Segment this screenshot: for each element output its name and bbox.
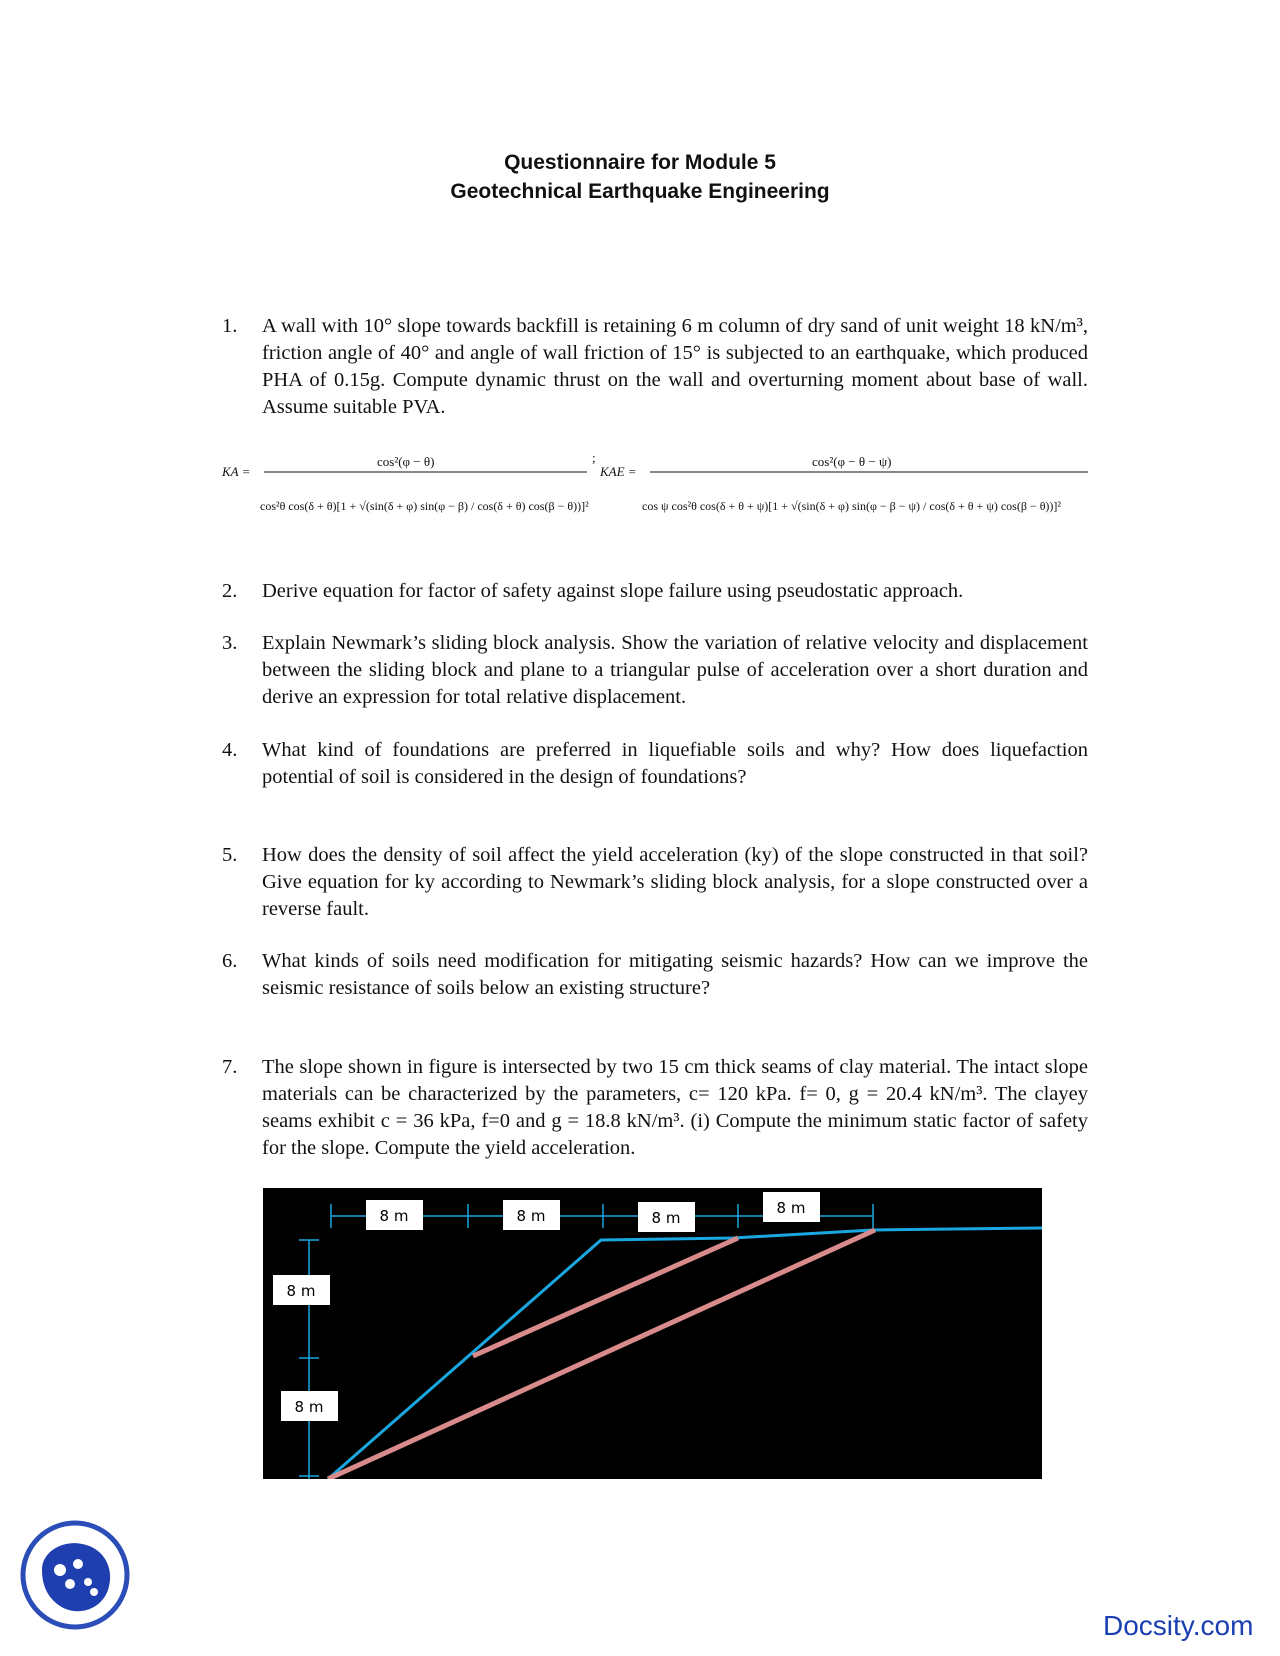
kae-denominator: cos ψ cos²θ cos(δ + θ + ψ)[1 + √(sin(δ + φ) sin(φ − β − ψ) / cos(δ + θ + ψ) cos(β − θ))]² bbox=[642, 499, 1062, 513]
question-number: 7. bbox=[222, 1056, 238, 1078]
question-text: How does the density of soil affect the yield acceleration (ky) of the slope constructed in that soil? Give equation for ky according to Newmark’s sliding block analysis, for a slope constructed over a reverse fault. bbox=[262, 844, 1088, 920]
dim-label-v2: 8 m bbox=[294, 1398, 324, 1416]
dim-label-h1: 8 m bbox=[379, 1207, 409, 1225]
dim-label-v1: 8 m bbox=[286, 1282, 316, 1300]
question-3 bbox=[222, 630, 1088, 711]
clay-seam-upper bbox=[473, 1238, 738, 1356]
ka-numerator: cos²(φ − θ) bbox=[377, 454, 435, 469]
question-1 bbox=[222, 313, 1088, 421]
question-number: 3. bbox=[222, 632, 238, 654]
question-text: What kinds of soils need modification for mitigating seismic hazards? How can we improve the seismic resistance of soils below an existing structure? bbox=[262, 950, 1088, 999]
formula-separator: ; bbox=[592, 450, 596, 465]
question-6 bbox=[222, 948, 1088, 1002]
question-number: 5. bbox=[222, 844, 238, 866]
question-text: Explain Newmark’s sliding block analysis. Show the variation of relative velocity and displacement between the sliding block and plane to a triangular pulse of acceleration over a short duration and derive an expression for total relative displacement. bbox=[262, 632, 1088, 708]
question-number: 2. bbox=[222, 580, 238, 602]
question-number: 6. bbox=[222, 950, 238, 972]
kae-numerator: cos²(φ − θ − ψ) bbox=[812, 454, 892, 469]
docsity-logo-icon[interactable] bbox=[20, 1520, 130, 1630]
question-2 bbox=[222, 578, 1088, 605]
question-text: Derive equation for factor of safety against slope failure using pseudostatic approach. bbox=[262, 580, 964, 602]
page-title: Questionnaire for Module 5 bbox=[504, 151, 776, 174]
question-number: 4. bbox=[222, 739, 238, 761]
question-number: 1. bbox=[222, 315, 238, 337]
ka-label: KA = bbox=[222, 464, 251, 479]
question-4 bbox=[222, 737, 1088, 791]
earth-pressure-formula bbox=[222, 448, 1088, 548]
question-text: The slope shown in figure is intersected by two 15 cm thick seams of clay material. The intact slope materials can be characterized by the parameters, c= 120 kPa. f= 0, g = 20.4 kN/m³. The clayey seams exhibit c = 36 kPa, f=0 and g = 18.8 kN/m³. (i) Compute the minimum static factor of safety for the slope. Compute the yield acceleration. bbox=[262, 1056, 1088, 1159]
question-text: A wall with 10° slope towards backfill is retaining 6 m column of dry sand of unit weight 18 kN/m³, friction angle of 40° and angle of wall friction of 15° is subjected to an earthquake, which produced PHA of 0.15g. Compute dynamic thrust on the wall and overturning moment about base of wall. Assume suitable PVA. bbox=[262, 315, 1088, 418]
dim-label-h3: 8 m bbox=[651, 1209, 681, 1227]
clay-seam-lower bbox=[328, 1230, 875, 1479]
kae-label: KAE = bbox=[600, 464, 637, 479]
dim-label-h4: 8 m bbox=[776, 1199, 806, 1217]
slope-profile bbox=[328, 1228, 1042, 1479]
question-7 bbox=[222, 1054, 1088, 1162]
docsity-brand-link[interactable]: Docsity.com bbox=[1103, 1610, 1254, 1641]
question-text: What kind of foundations are preferred in liquefiable soils and why? How does liquefaction potential of soil is considered in the design of foundations? bbox=[262, 739, 1088, 788]
dim-label-h2: 8 m bbox=[516, 1207, 546, 1225]
page-subtitle: Geotechnical Earthquake Engineering bbox=[450, 180, 830, 203]
question-5 bbox=[222, 842, 1088, 923]
slope-figure bbox=[263, 1188, 1042, 1479]
ka-denominator: cos²θ cos(δ + θ)[1 + √(sin(δ + φ) sin(φ − β) / cos(δ + θ) cos(β − θ))]² bbox=[260, 499, 589, 513]
